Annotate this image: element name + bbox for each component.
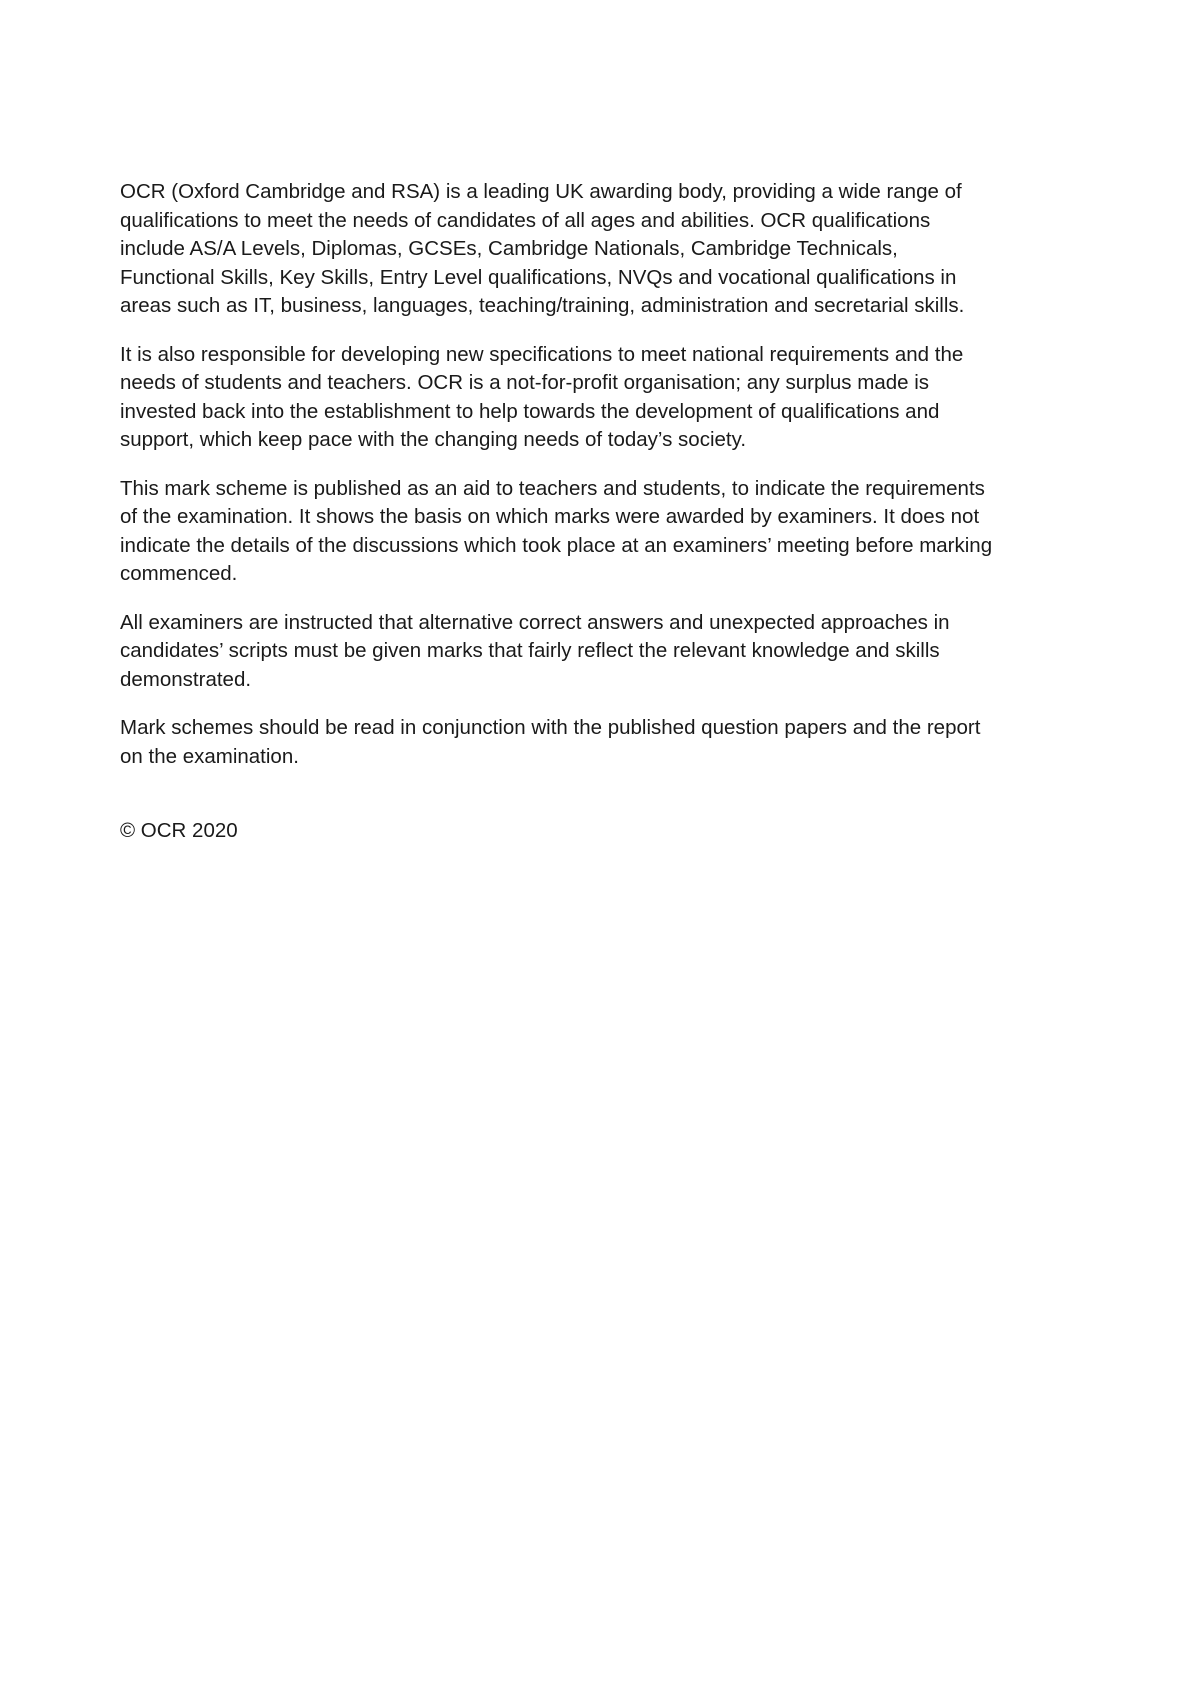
paragraph-alternative-answers: All examiners are instructed that alternative correct answers and unexpected approaches in candidates’ scripts must be given marks that fairly reflect the relevant knowledge and skills demonstrated. bbox=[120, 610, 950, 691]
paragraph-about-ocr: OCR (Oxford Cambridge and RSA) is a leading UK awarding body, providing a wide range of qualifications to meet the needs of candidates of all ages and abilities. OCR qualifications include AS/A Levels, Diplomas, GCSEs, Cambridge Nationals, Cambridge Technicals, Functional Skills, Key Skills, Entry Level qualifications, NVQs and vocational qualifications in areas such as IT, business, languages, teaching/training, administration and secretarial skills. bbox=[120, 180, 965, 317]
copyright-notice: © OCR 2020 bbox=[120, 819, 238, 842]
paragraph-conjunction-note: Mark schemes should be read in conjunction with the published question papers and the report on the examination. bbox=[120, 716, 981, 768]
paragraph-mark-scheme-purpose: This mark scheme is published as an aid to teachers and students, to indicate the requirements of the examination. It shows the basis on which marks were awarded by examiners. It does not indicate the details of the discussions which took place at an examiners’ meeting before marking commenced. bbox=[120, 476, 993, 585]
document-body bbox=[120, 178, 1070, 866]
paragraph-responsibilities: It is also responsible for developing new specifications to meet national requirements and the needs of students and teachers. OCR is a not-for-profit organisation; any surplus made is invested back into the establishment to help towards the development of qualifications and support, which keep pace with the changing needs of today’s society. bbox=[120, 342, 964, 451]
